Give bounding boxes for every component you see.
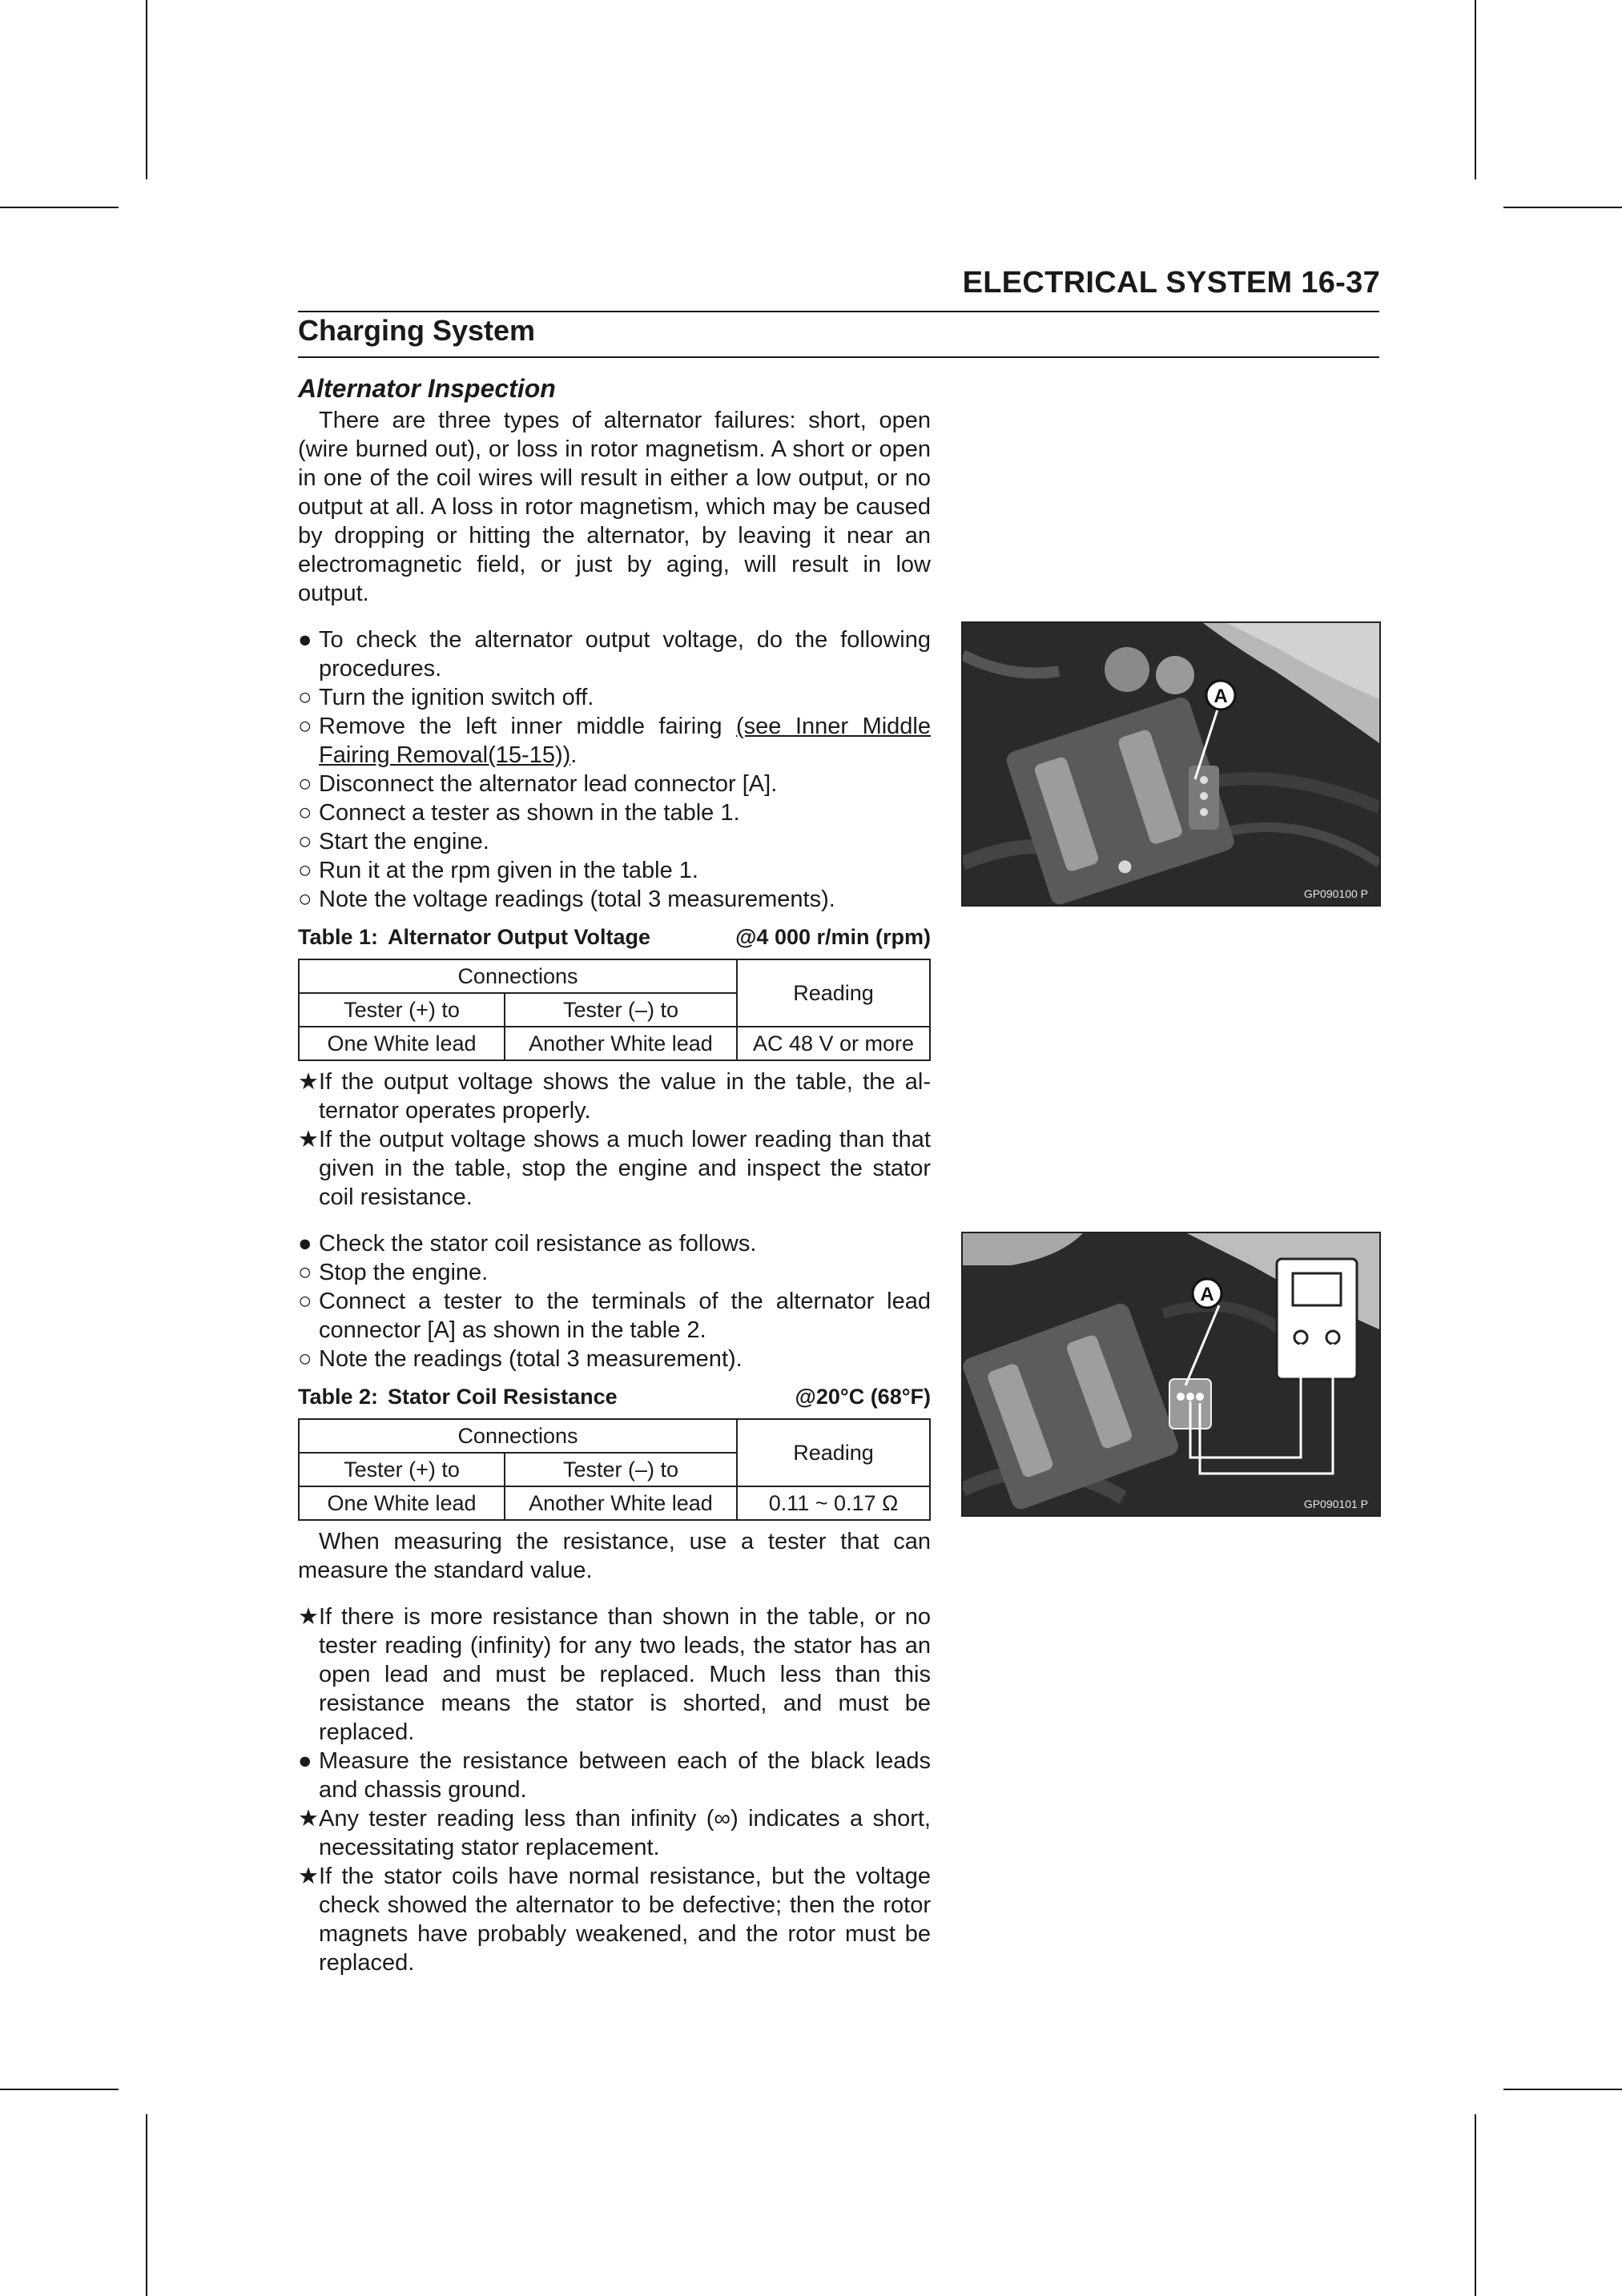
photo-code: GP090101 P — [1303, 1498, 1368, 1510]
table1-condition: @4 000 r/min (rpm) — [735, 925, 931, 949]
step-disconnect-connector — [298, 770, 931, 798]
step-text: Connect a tester to the terminals of the alternator lead connector [A] as shown in the table 2. — [319, 1289, 931, 1343]
bullet-marker: ● — [298, 627, 312, 653]
cross-reference-link[interactable]: (see Inner Middle Fairing Removal(15-15)) — [319, 714, 931, 768]
step-text: Remove the left inner middle fairing — [319, 714, 737, 739]
table1-caption — [298, 925, 931, 949]
table1-minus-cell: Another White lead — [505, 1027, 737, 1060]
step-check-output — [298, 625, 931, 683]
bullet-marker: ● — [298, 1231, 312, 1257]
crop-mark-bottom-right-h — [1503, 2089, 1622, 2090]
step-text-suffix: . — [570, 742, 578, 768]
subsection-title: Alternator Inspection — [298, 374, 556, 403]
photo-code: GP090100 P — [1303, 887, 1368, 900]
table2-minus-header: Tester (–) to — [505, 1453, 737, 1486]
header-rule — [298, 311, 1379, 312]
table1-reading-header: Reading — [737, 959, 930, 1027]
step-run-rpm — [298, 856, 931, 885]
page-header-title: ELECTRICAL SYSTEM 16-37 — [962, 266, 1380, 300]
table2-connections-header: Connections — [299, 1419, 737, 1453]
table2-title: Stator Coil Resistance — [388, 1385, 618, 1409]
step-text: Stop the engine. — [319, 1260, 489, 1285]
crop-mark-bottom-left-h — [0, 2089, 119, 2090]
circle-marker: ○ — [298, 829, 312, 854]
measurement-note: When measuring the resistance, use a tester that can measure the standard value. — [298, 1529, 931, 1583]
main-column — [298, 372, 931, 1977]
step-check-stator — [298, 1229, 931, 1258]
crop-mark-bottom-right-v — [1475, 2114, 1476, 2296]
photo-tester-illustration — [963, 1233, 1379, 1515]
result-low-voltage — [298, 1125, 931, 1212]
table1-title: Alternator Output Voltage — [388, 925, 651, 949]
step-text: Note the readings (total 3 measurement). — [319, 1346, 743, 1372]
table2-plus-header: Tester (+) to — [299, 1453, 505, 1486]
result-text: If the output voltage shows a much lower reading than that given in the table, stop the engine and inspect the stator coil resistance. — [319, 1127, 931, 1210]
crop-mark-top-left-v — [146, 0, 147, 179]
crop-mark-top-left-h — [0, 207, 119, 208]
step-text: Start the engine. — [319, 829, 489, 854]
photo-alternator-connector — [961, 621, 1381, 907]
star-marker: ★ — [298, 1864, 319, 1889]
circle-marker: ○ — [298, 887, 312, 912]
result-text: If there is more resistance than shown in the table, or no tester reading (infinity) for any two leads, the stator has an open lead and must be replaced. Much less than this resistance means the stator is shorted, and must be replaced. — [319, 1604, 931, 1745]
step-text: Disconnect the alternator lead connector [A]. — [319, 771, 778, 797]
step-ignition-off — [298, 683, 931, 712]
star-marker: ★ — [298, 1806, 319, 1832]
step-connect-tester — [298, 798, 931, 827]
crop-mark-top-right-h — [1503, 207, 1622, 208]
circle-marker: ○ — [298, 1260, 312, 1285]
result-normal-voltage — [298, 1068, 931, 1125]
step-text: Note the voltage readings (total 3 measurements). — [319, 887, 835, 912]
photo-tester-connection — [961, 1232, 1381, 1517]
step-note-readings — [298, 1345, 931, 1373]
crop-mark-bottom-left-v — [146, 2114, 147, 2296]
bullet-marker: ● — [298, 1748, 312, 1774]
table2-stator-coil-resistance — [298, 1418, 931, 1521]
table-row — [299, 1027, 930, 1060]
table2-caption — [298, 1385, 931, 1409]
table-row — [299, 1486, 930, 1520]
crop-mark-top-right-v — [1475, 0, 1476, 179]
table2-label: Table 2: — [298, 1385, 379, 1409]
table2-condition: @20°C (68°F) — [795, 1385, 931, 1409]
star-marker: ★ — [298, 1069, 319, 1095]
step-text: Measure the resistance between each of the black leads and chassis ground. — [319, 1748, 931, 1803]
step-note-voltage — [298, 885, 931, 914]
photo-connector-illustration — [963, 623, 1379, 905]
table1-connections-header: Connections — [299, 959, 737, 993]
step-remove-fairing — [298, 712, 931, 770]
table2-reading-header: Reading — [737, 1419, 930, 1486]
circle-marker: ○ — [298, 714, 312, 739]
circle-marker: ○ — [298, 685, 312, 710]
step-start-engine — [298, 827, 931, 856]
step-text: Connect a tester as shown in the table 1. — [319, 800, 740, 826]
star-marker: ★ — [298, 1604, 319, 1630]
table1-plus-header: Tester (+) to — [299, 993, 505, 1027]
section-rule — [298, 356, 1379, 358]
table1-minus-header: Tester (–) to — [505, 993, 737, 1027]
result-text: Any tester reading less than infinity (∞) indicates a short, necessitating stator replacement. — [319, 1806, 931, 1860]
result-short-to-ground — [298, 1804, 931, 1862]
result-open-or-short — [298, 1602, 931, 1747]
step-text: Check the stator coil resistance as follows. — [319, 1231, 757, 1257]
result-text: If the stator coils have normal resistance, but the voltage check showed the alternator to be defective; then the rotor magnets have probably weakened, and the rotor must be replaced. — [319, 1864, 931, 1976]
circle-marker: ○ — [298, 1346, 312, 1372]
step-text: To check the alternator output voltage, do the following procedures. — [319, 627, 931, 682]
callout-label: A — [1213, 686, 1228, 707]
table1-plus-cell: One White lead — [299, 1027, 505, 1060]
step-measure-ground — [298, 1747, 931, 1804]
circle-marker: ○ — [298, 1289, 312, 1314]
step-stop-engine — [298, 1258, 931, 1287]
intro-paragraph: There are three types of alternator failures: short, open (wire burned out), or loss in rotor magnetism. A short or open in one of the coil wires will result in either a low output, or no output at all. A loss in rotor magnetism, which may be caused by dropping or hitting the alternator, by leaving it near an electromagnetic field, or just by aging, will result in low output. — [298, 408, 931, 606]
step-text: Run it at the rpm given in the table 1. — [319, 858, 698, 883]
result-text: If the output voltage shows the value in the table, the al- ternator operates properly. — [319, 1069, 931, 1124]
star-marker: ★ — [298, 1127, 319, 1152]
table1-alternator-output-voltage — [298, 959, 931, 1061]
step-text: Turn the ignition switch off. — [319, 685, 594, 710]
table2-plus-cell: One White lead — [299, 1486, 505, 1520]
table2-minus-cell: Another White lead — [505, 1486, 737, 1520]
table1-reading-cell: AC 48 V or more — [737, 1027, 930, 1060]
result-weak-rotor — [298, 1862, 931, 1977]
step-connect-terminals — [298, 1287, 931, 1345]
circle-marker: ○ — [298, 858, 312, 883]
circle-marker: ○ — [298, 771, 312, 797]
table1-label: Table 1: — [298, 925, 379, 949]
circle-marker: ○ — [298, 800, 312, 826]
table2-reading-cell: 0.11 ~ 0.17 Ω — [737, 1486, 930, 1520]
callout-label: A — [1200, 1284, 1214, 1305]
section-title: Charging System — [298, 314, 536, 347]
